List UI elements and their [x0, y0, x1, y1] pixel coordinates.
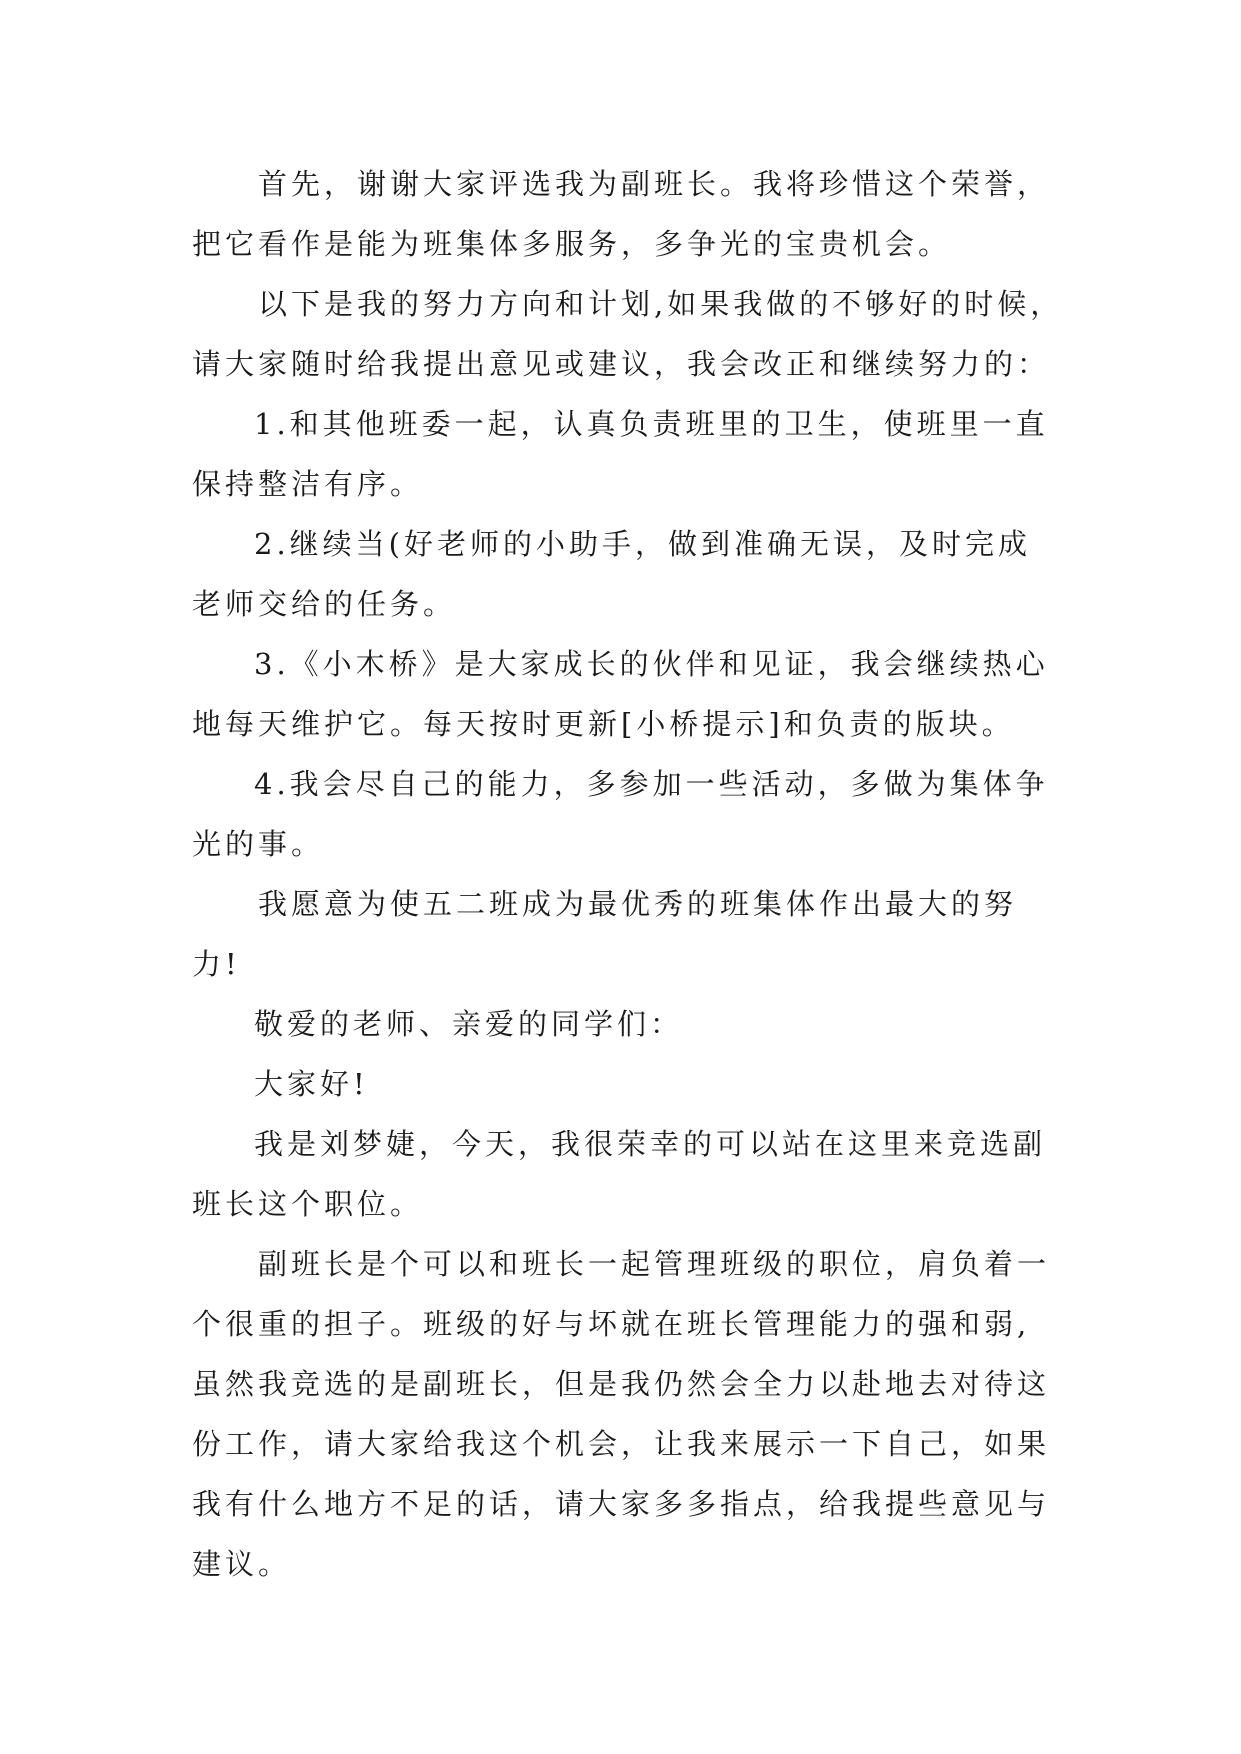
- paragraph-line: 副班长是个可以和班长一起管理班级的职位，肩负着一: [258, 1247, 1051, 1281]
- paragraph-line: 份工作，请大家给我这个机会，让我来展示一下自己，如果: [192, 1427, 1051, 1461]
- paragraph-line: 我有什么地方不足的话，请大家多多指点，给我提些意见与: [192, 1487, 1051, 1521]
- paragraph-line: 虽然我竞选的是副班长，但是我仍然会全力以赴地去对待这: [192, 1367, 1051, 1401]
- list-item-line: 保持整洁有序。: [192, 467, 424, 501]
- list-item-line: 老师交给的任务。: [192, 587, 457, 621]
- greeting-line: 大家好!: [254, 1067, 369, 1101]
- paragraph-line: 力!: [192, 947, 241, 981]
- list-item-line: 地每天维护它。每天按时更新[小桥提示]和负责的版块。: [192, 707, 1015, 741]
- paragraph-line: 请大家随时给我提出意见或建议，我会改正和继续努力的：: [192, 347, 1051, 381]
- paragraph-line: 建议。: [192, 1547, 292, 1581]
- list-item-line: 3.《小木桥》是大家成长的伙伴和见证，我会继续热心: [254, 647, 1049, 681]
- list-item-line: 光的事。: [192, 827, 325, 861]
- paragraph-line: 以下是我的努力方向和计划,如果我做的不够好的时候，: [258, 287, 1064, 321]
- list-item-line: 2.继续当(好老师的小助手，做到准确无误，及时完成: [254, 527, 1031, 561]
- document-body: [192, 154, 1072, 1594]
- list-item-line: 1.和其他班委一起，认真负责班里的卫生，使班里一直: [254, 407, 1049, 441]
- paragraph-line: 班长这个职位。: [192, 1187, 424, 1221]
- paragraph-line: 我愿意为使五二班成为最优秀的班集体作出最大的努: [258, 887, 1018, 921]
- paragraph-line: 把它看作是能为班集体多服务，多争光的宝贵机会。: [192, 227, 952, 261]
- paragraph-line: 我是刘梦婕，今天，我很荣幸的可以站在这里来竞选副: [254, 1127, 1047, 1161]
- list-item-line: 4.我会尽自己的能力，多参加一些活动，多做为集体争: [254, 767, 1049, 801]
- paragraph-line: 首先，谢谢大家评选我为副班长。我将珍惜这个荣誉，: [258, 167, 1051, 201]
- salutation-line: 敬爱的老师、亲爱的同学们：: [254, 1007, 684, 1041]
- paragraph-line: 个很重的担子。班级的好与坏就在班长管理能力的强和弱,: [192, 1307, 1031, 1341]
